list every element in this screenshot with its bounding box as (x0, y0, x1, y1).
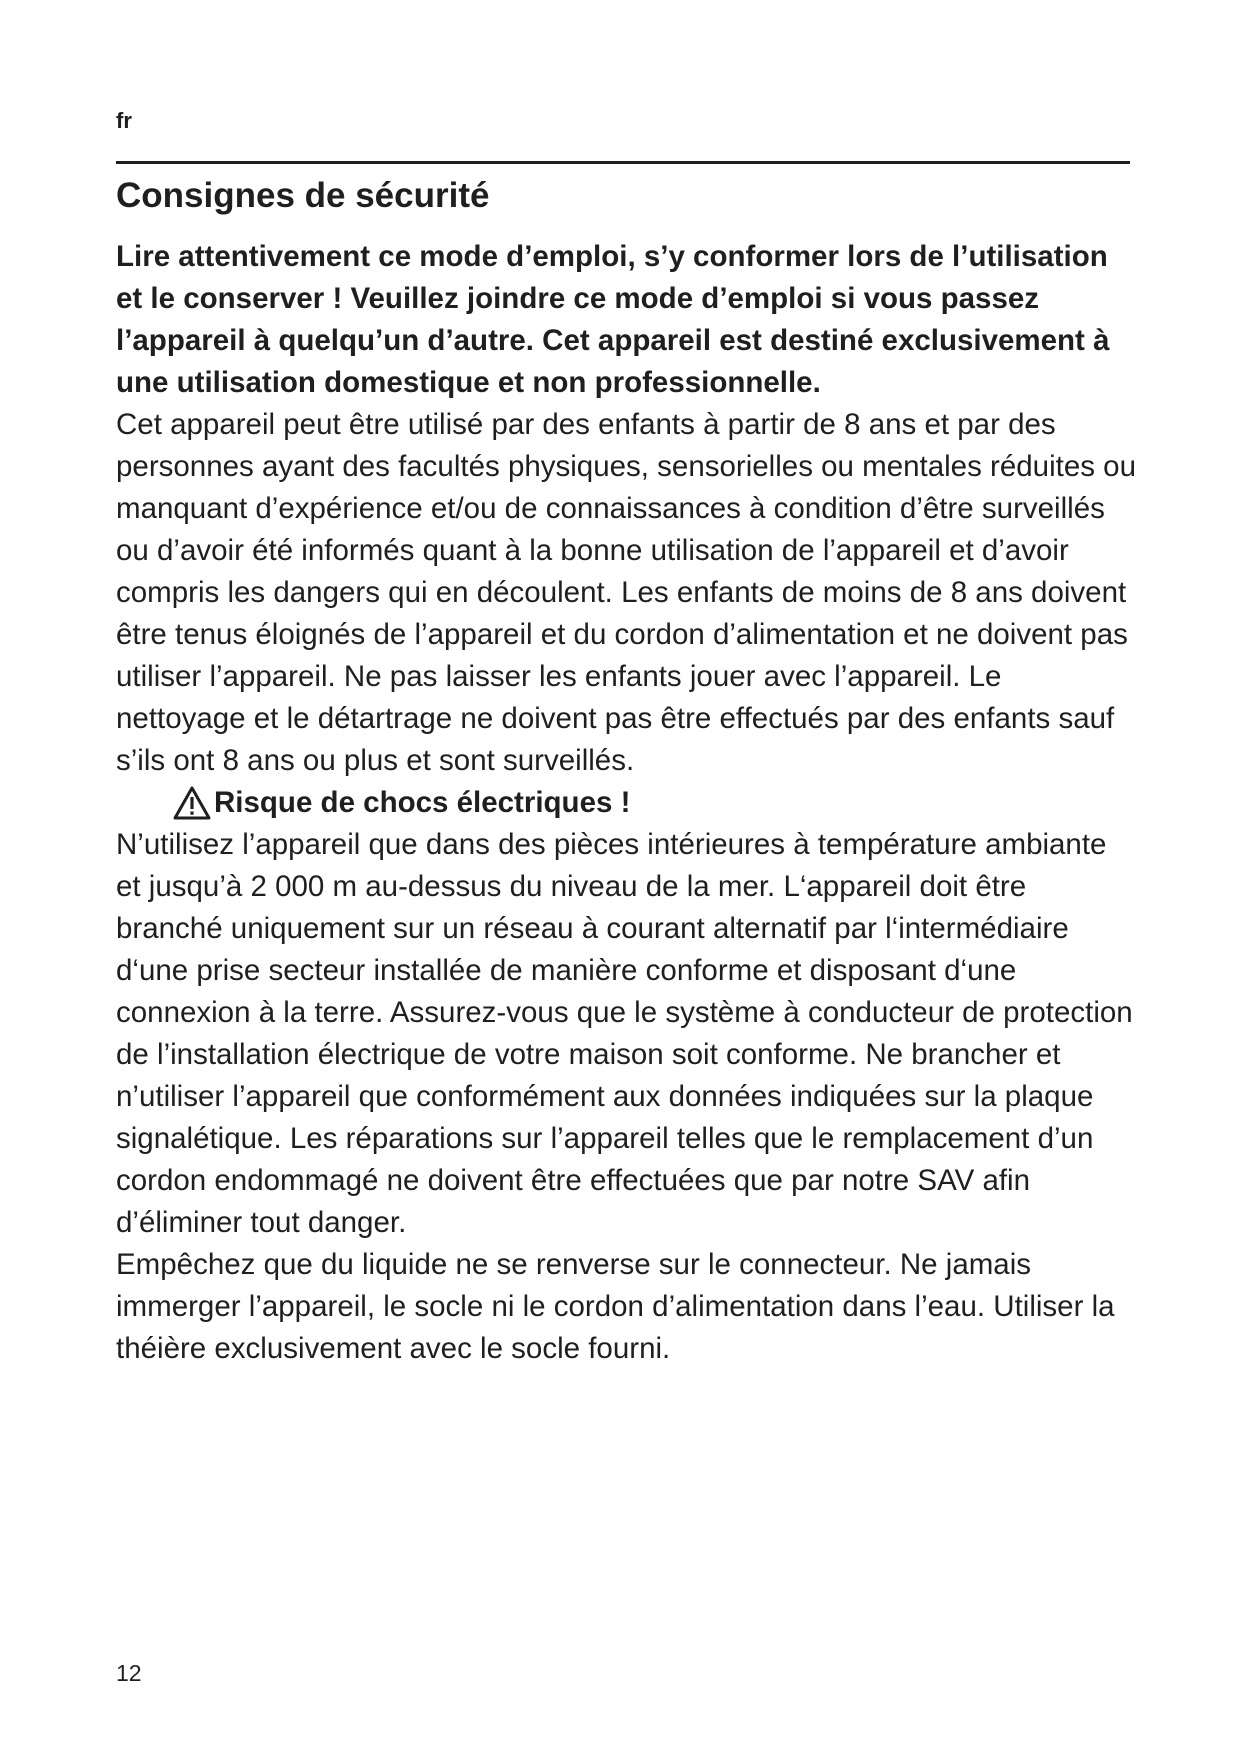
liquid-paragraph: Empêchez que du liquide ne se renverse sur le connecteur. Ne jamais immerger l’appareil, le socle ni le cordon d’alimentation dans l’eau. Utiliser la théière exclusivement avec le socle fourni. (116, 1248, 1115, 1365)
language-code: fr (116, 108, 132, 133)
section-title: Consignes de sécurité (116, 176, 490, 215)
children-usage-paragraph: Cet appareil peut être utilisé par des enfants à partir de 8 ans et par des personnes ayant des facultés physiques, sensorielles ou mentales réduites ou manquant d’expérience et/ou de connaissances à condition d’être surveillés ou d’avoir été informés quant à la bonne utilisation de l’appareil et d’avoir compris les dangers qui en découlent. Les enfants de moins de 8 ans doivent être tenus éloignés de l’appareil et du cordon d’alimentation et ne doivent pas utiliser l’appareil. Ne pas laisser les enfants jouer avec l’appareil. Le nettoyage et le détartrage ne doivent pas être effectués par des enfants sauf s’ils ont 8 ans ou plus et sont surveillés. (116, 408, 1136, 777)
installation-paragraph: N’utilisez l’appareil que dans des pièces intérieures à température ambiante et jusqu’à 2 000 m au-dessus du niveau de la mer. L‘appareil doit être branché uniquement sur un réseau à courant alternatif par l‘intermédiaire d‘une prise secteur installée de manière conforme et disposant d‘une connexion à la terre. Assurez-vous que le système à conducteur de protection de l’installation électrique de votre maison soit conforme. Ne brancher et n’utiliser l’appareil que conformément aux données indiquées sur la plaque signalétique. Les réparations sur l’appareil telles que le remplacement d’un cordon endommagé ne doivent être effectuées que par notre SAV afin d’éliminer tout danger. (116, 828, 1133, 1239)
warning-triangle-icon (172, 785, 212, 821)
intro-paragraph: Lire attentivement ce mode d’emploi, s’y conformer lors de l’utilisation et le conserver ! Veuillez joindre ce mode d’emploi si vous passez l’appareil à quelqu’un d’autre. Cet appareil est destiné exclusivement à une utilisation domestique et non professionnelle. (116, 240, 1110, 399)
safety-section (116, 172, 1136, 1370)
header-divider (116, 161, 1130, 164)
warning-heading-text: Risque de chocs électriques ! (214, 786, 631, 819)
page-number: 12 (116, 1660, 142, 1686)
electric-shock-warning-heading (116, 782, 1136, 824)
